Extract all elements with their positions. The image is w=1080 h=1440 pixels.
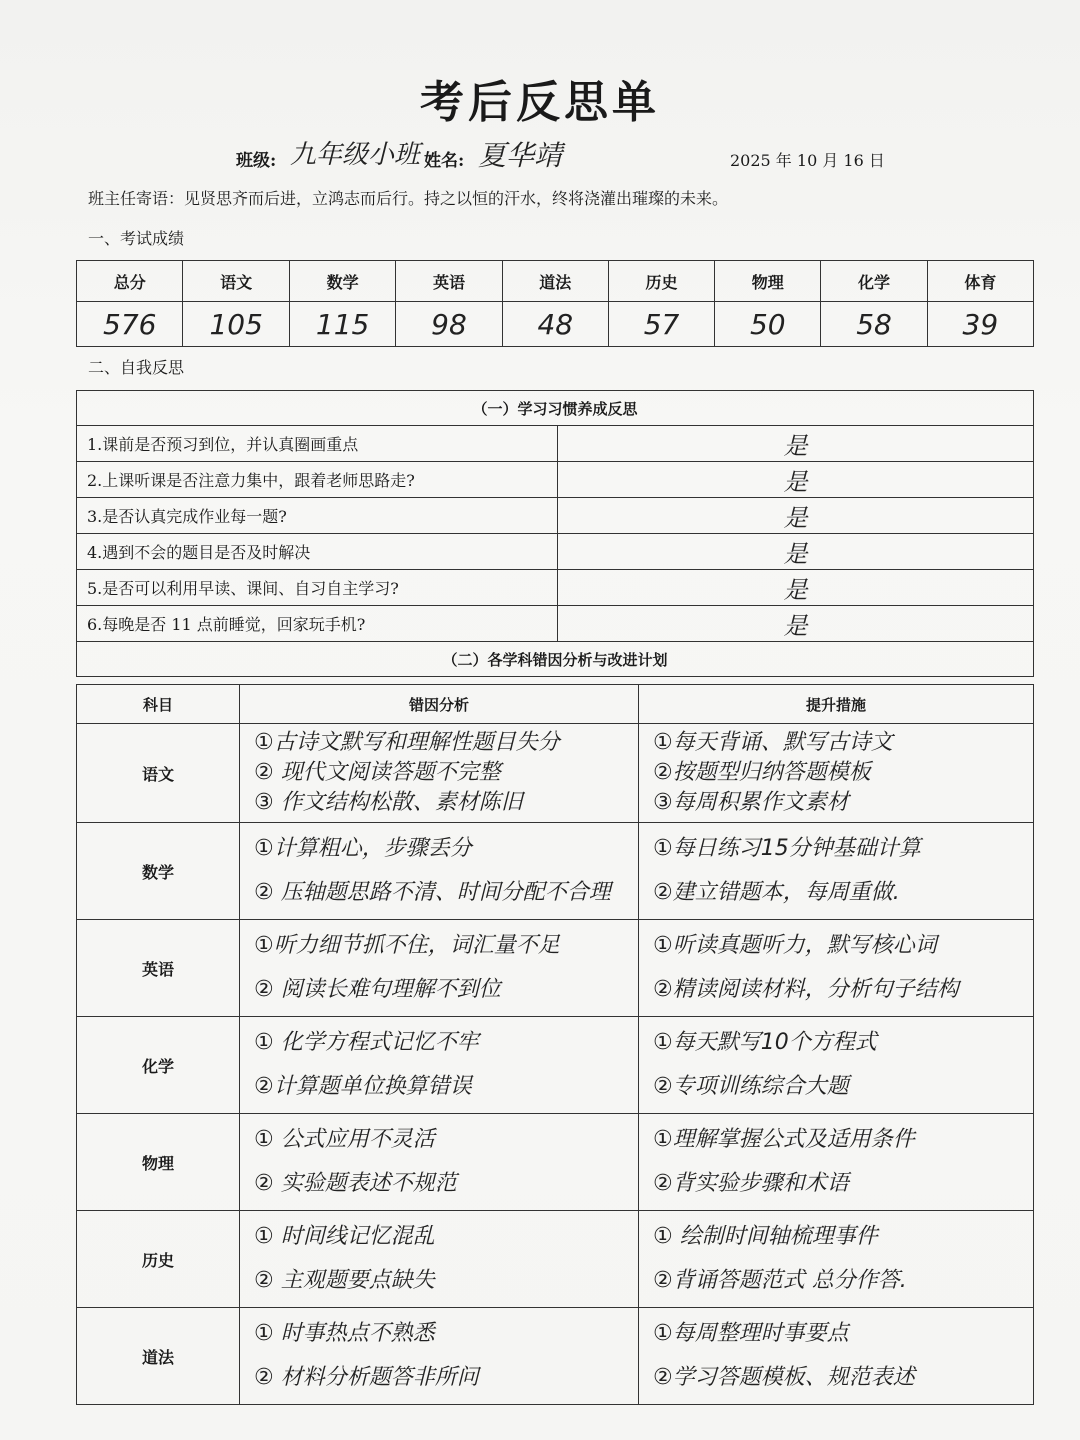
score-value: 576: [77, 302, 183, 347]
score-value: 58: [821, 302, 927, 347]
measures-cell: ①每周整理时事要点 ②学习答题模板、规范表述: [653, 1321, 915, 1390]
measures-cell: ①每日练习15分钟基础计算 ②建立错题本，每周重做.: [653, 836, 921, 905]
name-label: 姓名:: [424, 151, 465, 171]
plan-header-measures: 提升措施: [639, 685, 1034, 724]
scores-table: [76, 260, 1034, 347]
analysis-cell: ①计算粗心，步骤丢分 ② 压轴题思路不清、时间分配不合理: [254, 836, 611, 905]
habits-table: [76, 390, 1034, 677]
habit-question: 6.每晚是否 11 点前睡觉，回家玩手机?: [77, 606, 558, 642]
name-value: 夏华靖: [478, 139, 563, 172]
analysis-cell: ① 时事热点不熟悉 ② 材料分析题答非所问: [254, 1321, 479, 1390]
page-title: 考后反思单: [420, 77, 660, 128]
analysis-cell: ① 时间线记忆混乱 ② 主观题要点缺失: [254, 1224, 435, 1293]
score-header: 物理: [715, 261, 821, 302]
habit-question: 4.遇到不会的题目是否及时解决: [77, 534, 558, 570]
plan-subject: 英语: [77, 920, 240, 1017]
habit-question: 2.上课听课是否注意力集中，跟着老师思路走?: [77, 462, 558, 498]
habits-caption: （一）学习习惯养成反思: [77, 391, 1034, 426]
section-exam-scores: 一、考试成绩: [88, 229, 185, 248]
plan-header-subject: 科目: [77, 685, 240, 724]
score-value: 48: [502, 302, 608, 347]
habit-answer: 是: [558, 498, 1034, 534]
score-value: 115: [289, 302, 395, 347]
score-header: 历史: [608, 261, 714, 302]
plan-subject: 化学: [77, 1017, 240, 1114]
habit-question: 3.是否认真完成作业每一题?: [77, 498, 558, 534]
habit-answer: 是: [558, 534, 1034, 570]
score-value: 39: [927, 302, 1033, 347]
habit-answer: 是: [558, 462, 1034, 498]
plan-header-analysis: 错因分析: [240, 685, 639, 724]
plan-subject: 历史: [77, 1211, 240, 1308]
plan-subject: 语文: [77, 724, 240, 823]
score-header: 化学: [821, 261, 927, 302]
habit-answer: 是: [558, 426, 1034, 462]
section-self-reflection: 二、自我反思: [88, 358, 185, 377]
score-header: 道法: [502, 261, 608, 302]
analysis-cell: ① 公式应用不灵活 ② 实验题表述不规范: [254, 1127, 457, 1196]
score-value: 105: [183, 302, 289, 347]
plan-subject: 数学: [77, 823, 240, 920]
measures-cell: ①理解掌握公式及适用条件 ②背实验步骤和术语: [653, 1127, 915, 1196]
score-header: 英语: [396, 261, 502, 302]
score-header: 数学: [289, 261, 395, 302]
plan-subject: 道法: [77, 1308, 240, 1405]
class-value: 九年级小班: [290, 140, 421, 170]
score-header: 体育: [927, 261, 1033, 302]
score-value: 50: [715, 302, 821, 347]
habit-answer: 是: [558, 570, 1034, 606]
analysis-cell: ① 化学方程式记忆不牢 ②计算题单位换算错误: [254, 1030, 479, 1099]
date: 2025 年 10 月 16 日: [730, 151, 885, 170]
analysis-cell: ①古诗文默写和理解性题目失分 ② 现代文阅读答题不完整 ③ 作文结构松散、素材陈旧: [254, 730, 560, 815]
habit-question: 1.课前是否预习到位，并认真圈画重点: [77, 426, 558, 462]
class-label: 班级:: [236, 151, 277, 171]
habit-answer: 是: [558, 606, 1034, 642]
habit-question: 5.是否可以利用早读、课间、自习自主学习?: [77, 570, 558, 606]
score-header: 语文: [183, 261, 289, 302]
score-value: 57: [608, 302, 714, 347]
plan-subject: 物理: [77, 1114, 240, 1211]
teacher-message: 班主任寄语：见贤思齐而后进，立鸿志而后行。持之以恒的汗水，终将浇灌出璀璨的未来。: [88, 189, 729, 208]
analysis-cell: ①听力细节抓不住，词汇量不足 ② 阅读长难句理解不到位: [254, 933, 560, 1002]
measures-cell: ①听读真题听力，默写核心词 ②精读阅读材料，分析句子结构: [653, 933, 959, 1002]
plan-table: [76, 684, 1034, 1405]
score-value: 98: [396, 302, 502, 347]
measures-cell: ①每天默写10个方程式 ②专项训练综合大题: [653, 1030, 877, 1099]
plan-caption: （二）各学科错因分析与改进计划: [77, 642, 1034, 677]
score-header: 总分: [77, 261, 183, 302]
measures-cell: ① 绘制时间轴梳理事件 ②背诵答题范式 总分作答.: [653, 1224, 907, 1293]
measures-cell: ①每天背诵、默写古诗文 ②按题型归纳答题模板 ③每周积累作文素材: [653, 730, 893, 815]
